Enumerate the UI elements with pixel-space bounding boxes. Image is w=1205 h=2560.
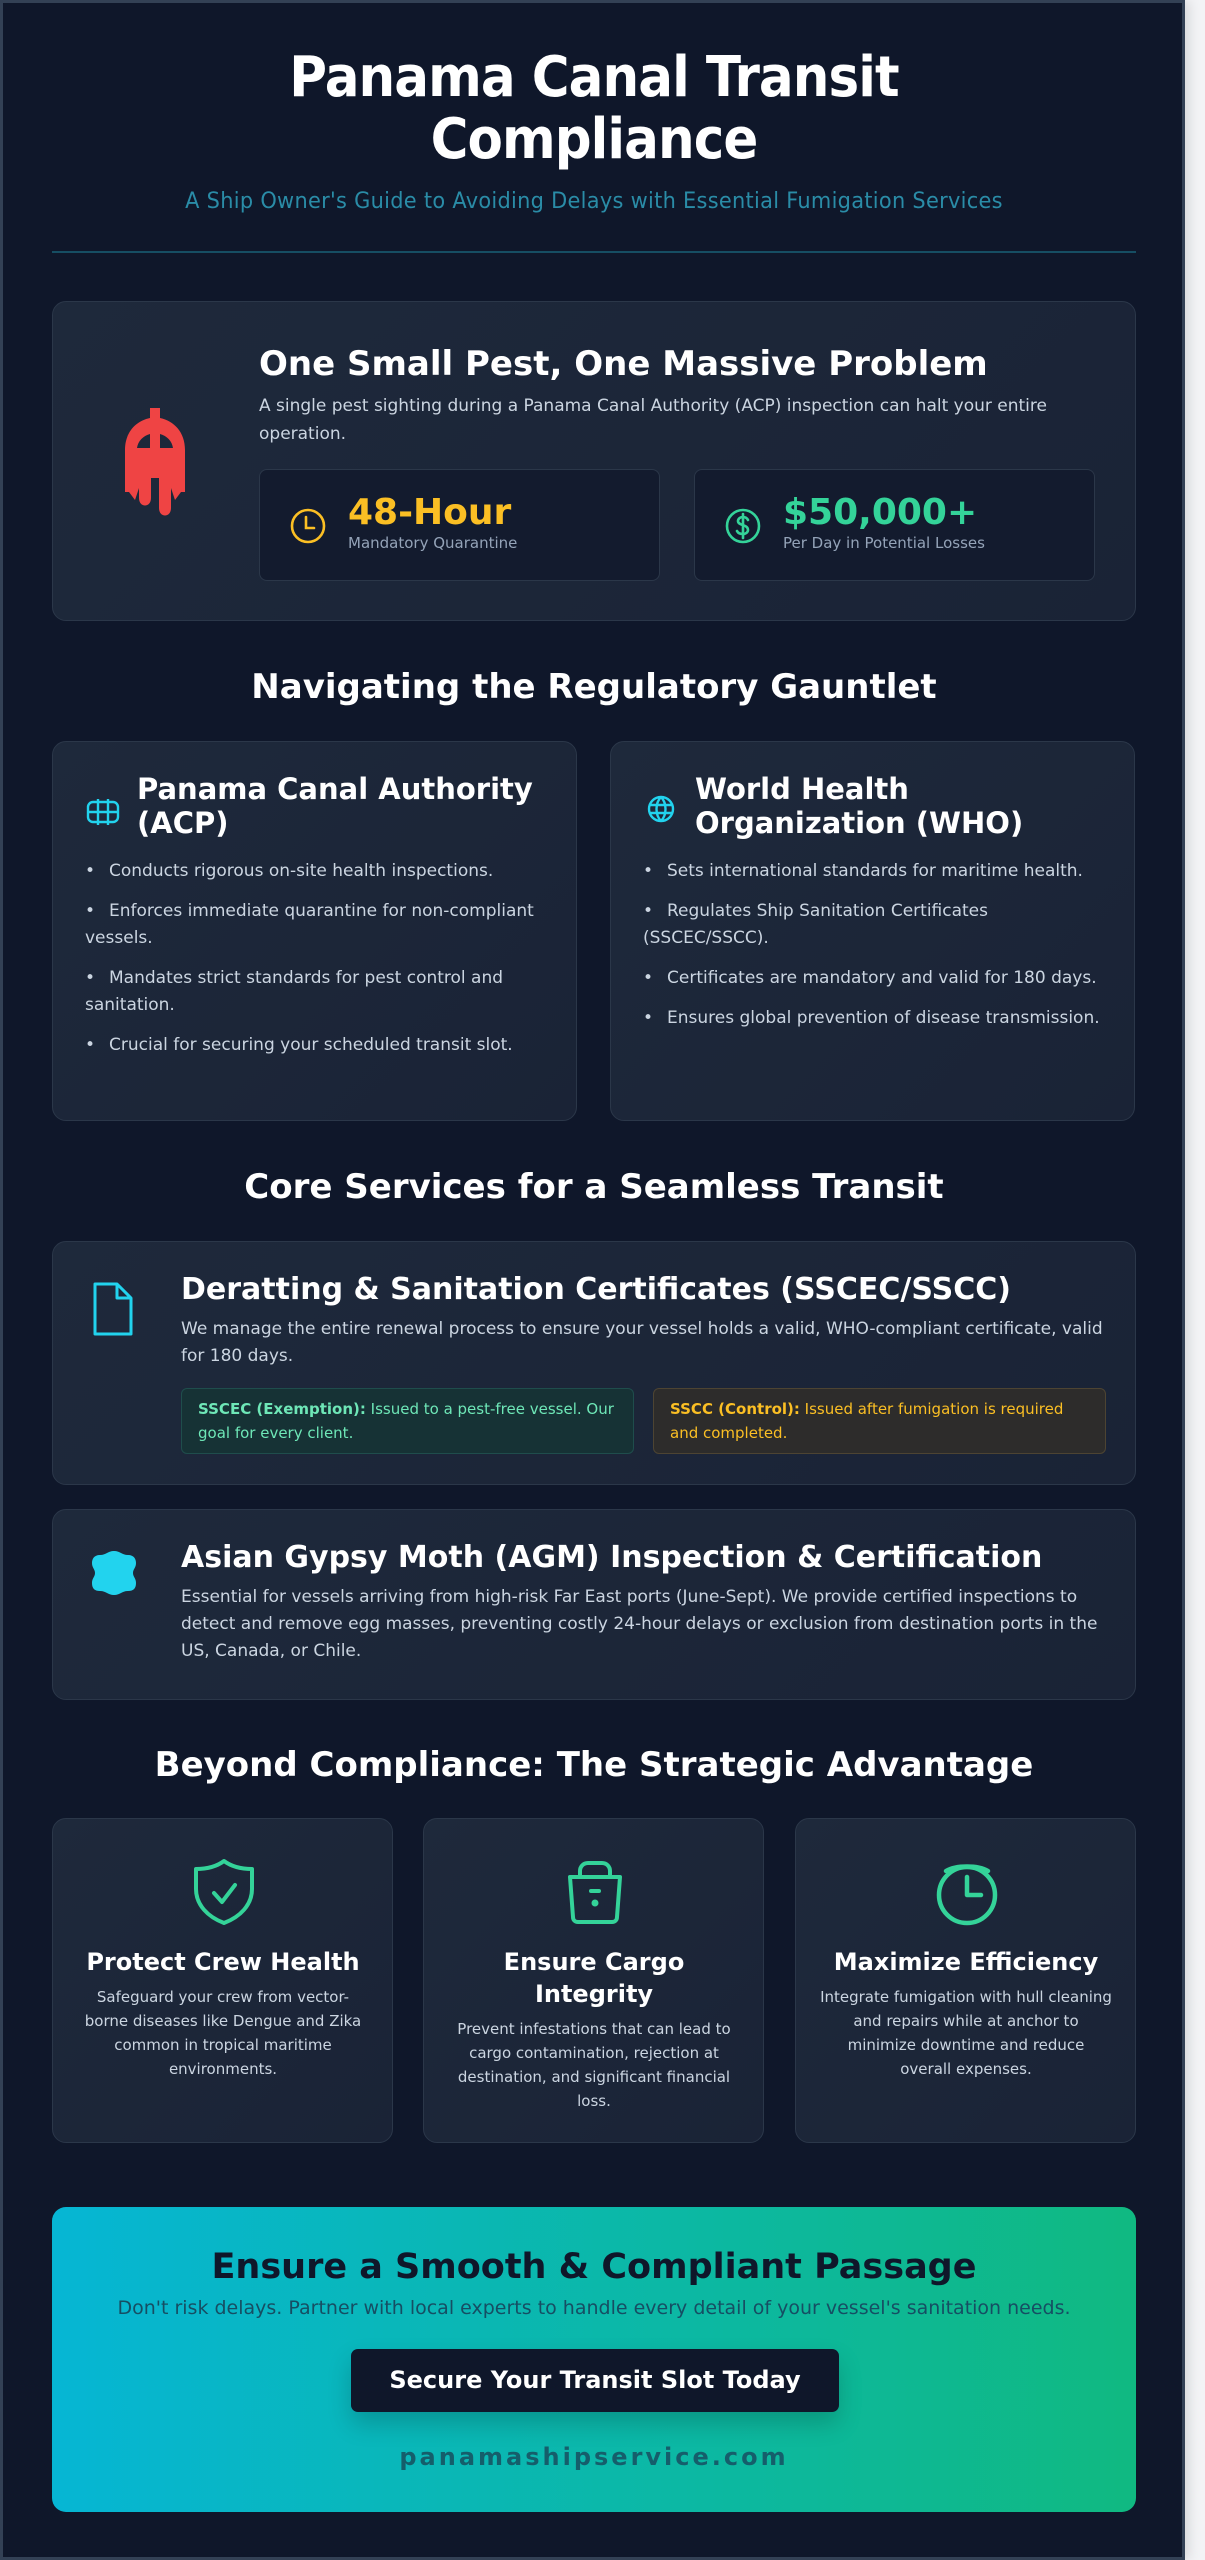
list-item: • Regulates Ship Sanitation Certificates (SSCEC/SSCC). <box>643 898 1113 952</box>
service-title: Deratting & Sanitation Certificates (SSCEC/SSCC) <box>181 1272 1011 1307</box>
sscc-note: SSCC (Control): Issued after fumigation is required and completed. <box>653 1388 1106 1454</box>
clock-icon <box>288 506 328 546</box>
advantage-description: Safeguard your crew from vector-borne diseases like Dengue and Zika common in tropical maritime environments. <box>84 1988 362 2078</box>
stat-losses <box>694 469 1095 581</box>
stat-label: Mandatory Quarantine <box>348 534 518 552</box>
stat-value: 48-Hour <box>348 492 512 533</box>
advantage-efficiency <box>795 1818 1136 2143</box>
stat-value: $50,000+ <box>783 492 978 533</box>
grid-building-icon <box>85 796 121 826</box>
service-title: Asian Gypsy Moth (AGM) Inspection & Certification <box>181 1540 1043 1575</box>
header-divider <box>52 251 1136 253</box>
advantage-cargo-integrity <box>423 1818 764 2143</box>
advantage-title: Ensure Cargo Integrity <box>503 1948 685 2008</box>
advantage-crew-health <box>52 1818 393 2143</box>
page-title: Panama Canal Transit Compliance <box>289 45 899 172</box>
stopwatch-icon <box>932 1857 1002 1927</box>
list-item: • Mandates strict standards for pest control and sanitation. <box>85 965 555 1019</box>
list-item: • Certificates are mandatory and valid for 180 days. <box>643 965 1113 992</box>
page-subtitle: A Ship Owner's Guide to Avoiding Delays with Essential Fumigation Services <box>185 189 1003 214</box>
list-item: • Enforces immediate quarantine for non-compliant vessels. <box>85 898 555 952</box>
who-card <box>610 741 1135 1121</box>
acp-title: Panama Canal Authority (ACP) <box>137 772 533 840</box>
advantage-title: Protect Crew Health <box>86 1948 360 1976</box>
service-description: We manage the entire renewal process to ensure your vessel holds a valid, WHO-compliant certificate, valid for 180 days. <box>181 1319 1103 1366</box>
advantages-heading: Beyond Compliance: The Strategic Advantage <box>154 1745 1034 1785</box>
list-item: • Conducts rigorous on-site health inspections. <box>85 858 555 885</box>
stat-quarantine <box>259 469 660 581</box>
cargo-bag-icon <box>560 1857 630 1927</box>
document-icon <box>91 1280 135 1338</box>
pest-bug-icon <box>115 408 195 520</box>
problem-card <box>52 301 1136 621</box>
sscec-note: SSCEC (Exemption): Issued to a pest-free vessel. Our goal for every client. <box>181 1388 634 1454</box>
cta-banner <box>52 2207 1136 2512</box>
who-list <box>643 858 1113 1045</box>
list-item: • Sets international standards for maritime health. <box>643 858 1113 885</box>
services-heading: Core Services for a Seamless Transit <box>244 1167 944 1207</box>
dollar-icon <box>723 506 763 546</box>
problem-description: A single pest sighting during a Panama Canal Authority (ACP) inspection can halt your entire operation. <box>259 396 1047 444</box>
stat-label: Per Day in Potential Losses <box>783 534 985 552</box>
globe-icon <box>643 794 679 824</box>
advantage-description: Integrate fumigation with hull cleaning and repairs while at anchor to minimize downtime and reduce overall expenses. <box>820 1988 1112 2078</box>
cta-title: Ensure a Smooth & Compliant Passage <box>211 2247 977 2287</box>
acp-list <box>85 858 555 1072</box>
website-link[interactable]: panamashipservice.com <box>399 2443 789 2471</box>
cta-text: Don't risk delays. Partner with local experts to handle every detail of your vessel's sanitation needs. <box>117 2297 1071 2319</box>
acp-card <box>52 741 577 1121</box>
list-item: • Crucial for securing your scheduled transit slot. <box>85 1032 555 1059</box>
regulatory-heading: Navigating the Regulatory Gauntlet <box>251 667 937 707</box>
advantage-title: Maximize Efficiency <box>833 1948 1099 1976</box>
moth-badge-icon <box>91 1550 137 1606</box>
service-certificates <box>52 1241 1136 1485</box>
shield-check-icon <box>189 1857 259 1927</box>
problem-title: One Small Pest, One Massive Problem <box>259 344 988 384</box>
service-description: Essential for vessels arriving from high-risk Far East ports (June-Sept). We provide certified inspections to detect and remove egg masses, preventing costly 24-hour delays or exclusion from destination ports in the US, Canada, or Chile. <box>181 1587 1098 1661</box>
who-title: World Health Organization (WHO) <box>695 772 1024 840</box>
service-agm <box>52 1509 1136 1700</box>
secure-transit-slot-button[interactable]: Secure Your Transit Slot Today <box>351 2349 839 2412</box>
list-item: • Ensures global prevention of disease transmission. <box>643 1005 1113 1032</box>
advantage-description: Prevent infestations that can lead to cargo contamination, rejection at destination, and significant financial loss. <box>457 2020 731 2110</box>
